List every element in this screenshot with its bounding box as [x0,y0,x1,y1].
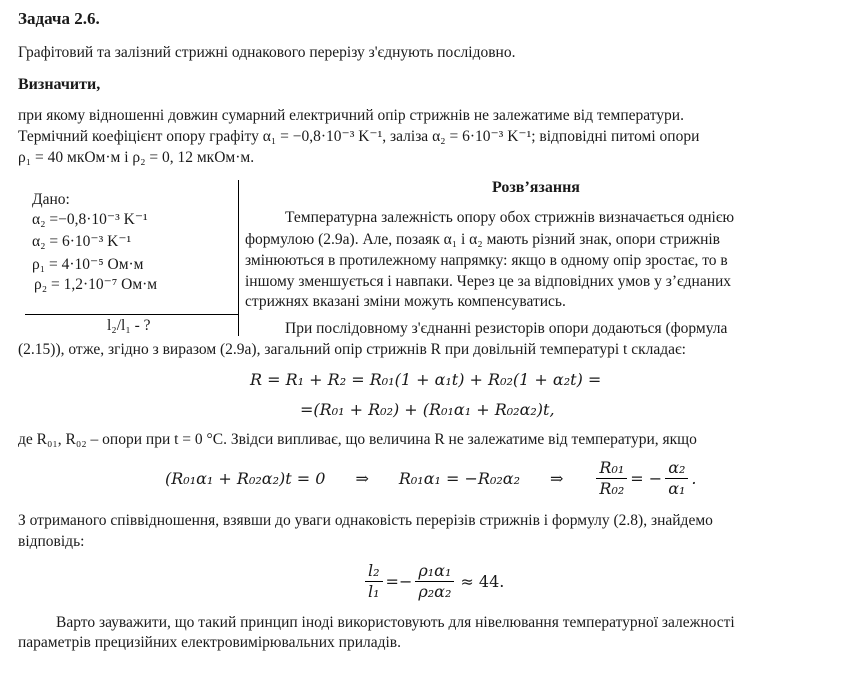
solution-line: де R₀₁, R₀₂ – опори при t = 0 °C. Звідси випливає, що величина R не залежатиме від температури, якщо [18,431,697,448]
solution-line: (2.15)), отже, згідно з виразом (2.9а), загальний опір стрижнів R при довільній температурі t складає: [18,341,686,358]
given-item: α₂ =−0,8·10⁻³ K⁻¹ [32,211,148,228]
eq-sign: =− [385,571,413,591]
solution-line: відповідь: [18,533,85,550]
denominator: l₁ [368,581,380,601]
fraction [365,561,383,602]
fraction [596,458,627,499]
problem-line: ρ₁ = 40 мкОм·м і ρ₂ = 0, 12 мкОм·м. [18,149,255,166]
eq-sign: = − [630,468,663,488]
solution-line: Варто зауважити, що такий принцип іноді використовують для нівелювання температурної залежності [56,614,735,631]
solution-line: При послідовному з'єднанні резисторів опори додаються (формула [285,320,728,337]
given-divider-vertical [238,180,239,336]
fraction [665,458,688,499]
numerator: R₀₁ [596,458,627,479]
eq-end: . [691,468,697,488]
implies-icon: ⇒ [550,468,564,488]
solution-line: змінюються в протилежному напрямку: якщо в одному опір зростає, то в [245,252,728,269]
denominator: R₀₂ [599,478,625,498]
solution-line: стрижнях вказані зміни можуть компенсуватись. [245,293,566,310]
numerator: α₂ [665,458,688,479]
numerator: ρ₁α₁ [415,561,454,582]
given-item: ρ₂ = 1,2·10⁻⁷ Ом·м [34,276,158,293]
solution-line: З отриманого співвідношення, взявши до уваги однаковість перерізів стрижнів і формулу (2.8), знайдемо [18,512,713,529]
eq-part: R₀₁α₁ = −R₀₂α₂ [398,468,521,488]
fraction [415,561,454,602]
numerator: l₂ [365,561,383,582]
problem-line: Термічний коефіцієнт опору графіту α₁ = −0,8·10⁻³ K⁻¹, заліза α₂ = 6·10⁻³ K⁻¹; відповідні питомі опори [18,128,700,145]
implies-icon: ⇒ [355,468,369,488]
equation-resistance: R = R₁ + R₂ = R₀₁(1 + α₁t) + R₀₂(1 + α₂t) = [250,370,602,389]
problem-line: при якому відношенні довжин сумарний електричний опір стрижнів не залежатиме від температури. [18,107,684,124]
solution-heading: Розв’язання [492,179,580,196]
equation-condition [165,452,697,504]
answer-value: ≈ 44. [460,571,505,591]
denominator: ρ₂α₂ [418,581,452,601]
given-divider-horizontal [25,314,238,315]
determine-label: Визначити, [18,76,101,93]
solution-line: іншому зменшується і навпаки. Через це за відповідних умов у з’єднаних [245,273,732,290]
given-item: ρ₁ = 4·10⁻⁵ Ом·м [32,256,144,273]
solution-line: формулою (2.9а). Але, позаяк α₁ і α₂ мають різний знак, опори стрижнів [245,231,720,248]
solution-line: параметрів прецизійних електровимірювальних приладів. [18,634,401,651]
denominator: α₁ [668,478,686,498]
given-find: l₂/l₁ - ? [107,317,151,334]
eq-part: (R₀₁α₁ + R₀₂α₂)t = 0 [165,468,326,488]
given-item: α₂ = 6·10⁻³ K⁻¹ [32,233,132,250]
equation-answer [362,555,504,607]
given-label: Дано: [32,191,70,208]
intro-text: Графітовий та залізний стрижні однакового перерізу з'єднують послідовно. [18,44,516,61]
task-title: Задача 2.6. [18,9,100,28]
equation-resistance-expanded: =(R₀₁ + R₀₂) + (R₀₁α₁ + R₀₂α₂)t, [300,400,555,419]
solution-line: Температурна залежність опору обох стрижнів визначається однією [285,209,735,226]
